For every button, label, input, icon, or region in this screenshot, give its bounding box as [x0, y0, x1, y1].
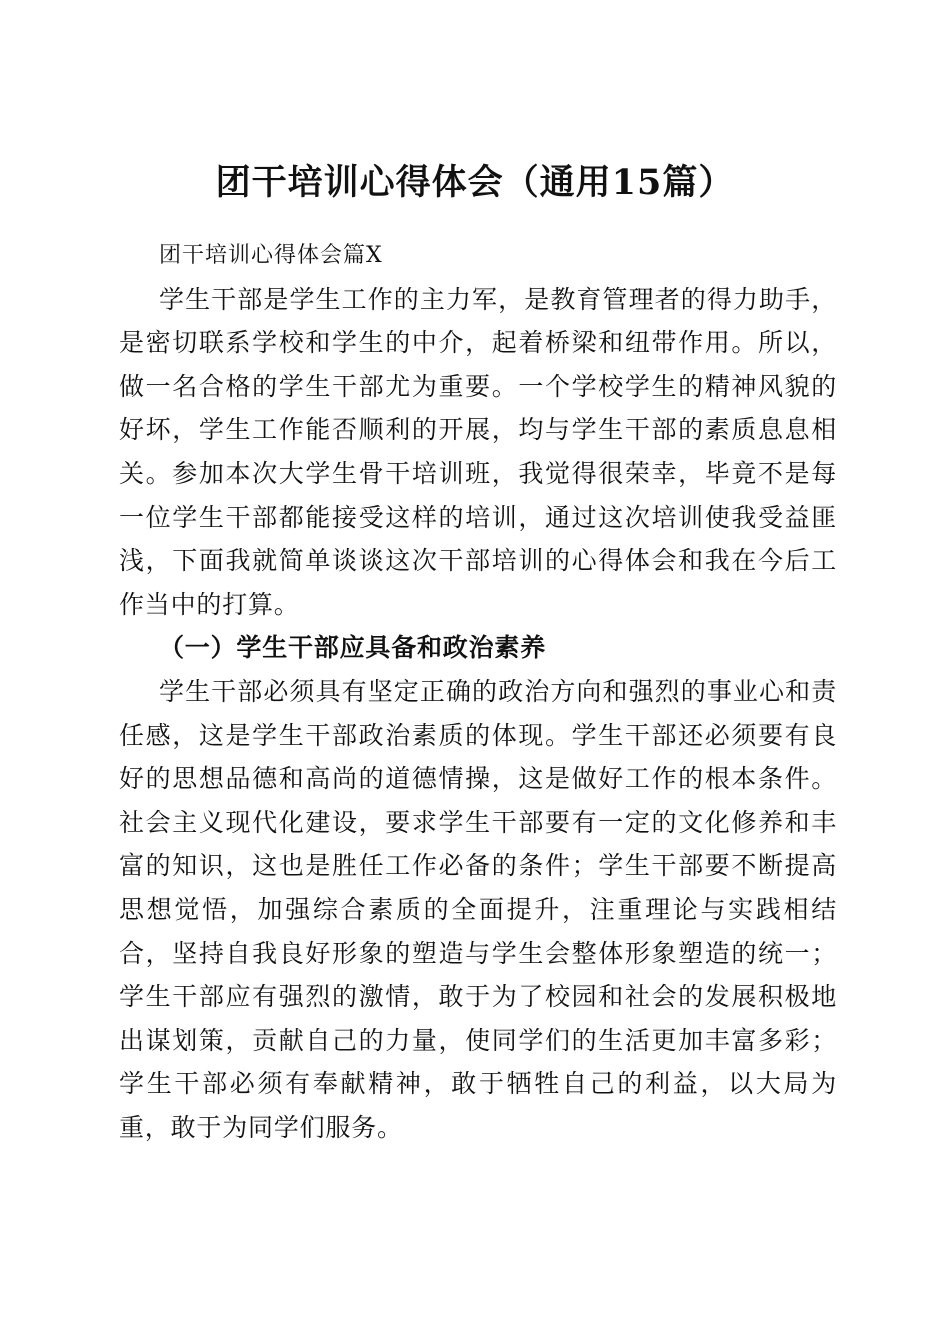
paragraph-intro: 学生干部是学生工作的主力军，是教育管理者的得力助手，是密切联系学校和学生的中介，起着桥梁和纽带作用。所以，做一名合格的学生干部尤为重要。一个学校学生的精神风貌的好坏，学生工作能否顺利的开展，均与学生干部的素质息息相关。参加本次大学生骨干培训班，我觉得很荣幸，毕竟不是每一位学生干部都能接受这样的培训，通过这次培训使我受益匪浅，下面我就简单谈谈这次干部培训的心得体会和我在今后工作当中的打算。	[119, 284, 837, 619]
article-subtitle: 团干培训心得体会篇X	[159, 243, 383, 268]
section-heading: （一）学生干部应具备和政治素养	[159, 633, 547, 663]
document-body	[119, 234, 837, 1149]
document-title: 团干培训心得体会（通用15篇）	[215, 162, 735, 204]
paragraph-political-quality: 学生干部必须具有坚定正确的政治方向和强烈的事业心和责任感，这是学生干部政治素质的体现。学生干部还必须要有良好的思想品德和高尚的道德情操，这是做好工作的根本条件。社会主义现代化建设，要求学生干部要有一定的文化修养和丰富的知识，这也是胜任工作必备的条件；学生干部要不断提高思想觉悟，加强综合素质的全面提升，注重理论与实践相结合，坚持自我良好形象的塑造与学生会整体形象塑造的统一；学生干部应有强烈的激情，敢于为了校园和社会的发展积极地出谋划策，贡献自己的力量，使同学们的生活更加丰富多彩；学生干部必须有奉献精神，敢于牺牲自己的利益，以大局为重，敢于为同学们服务。	[119, 676, 837, 1142]
